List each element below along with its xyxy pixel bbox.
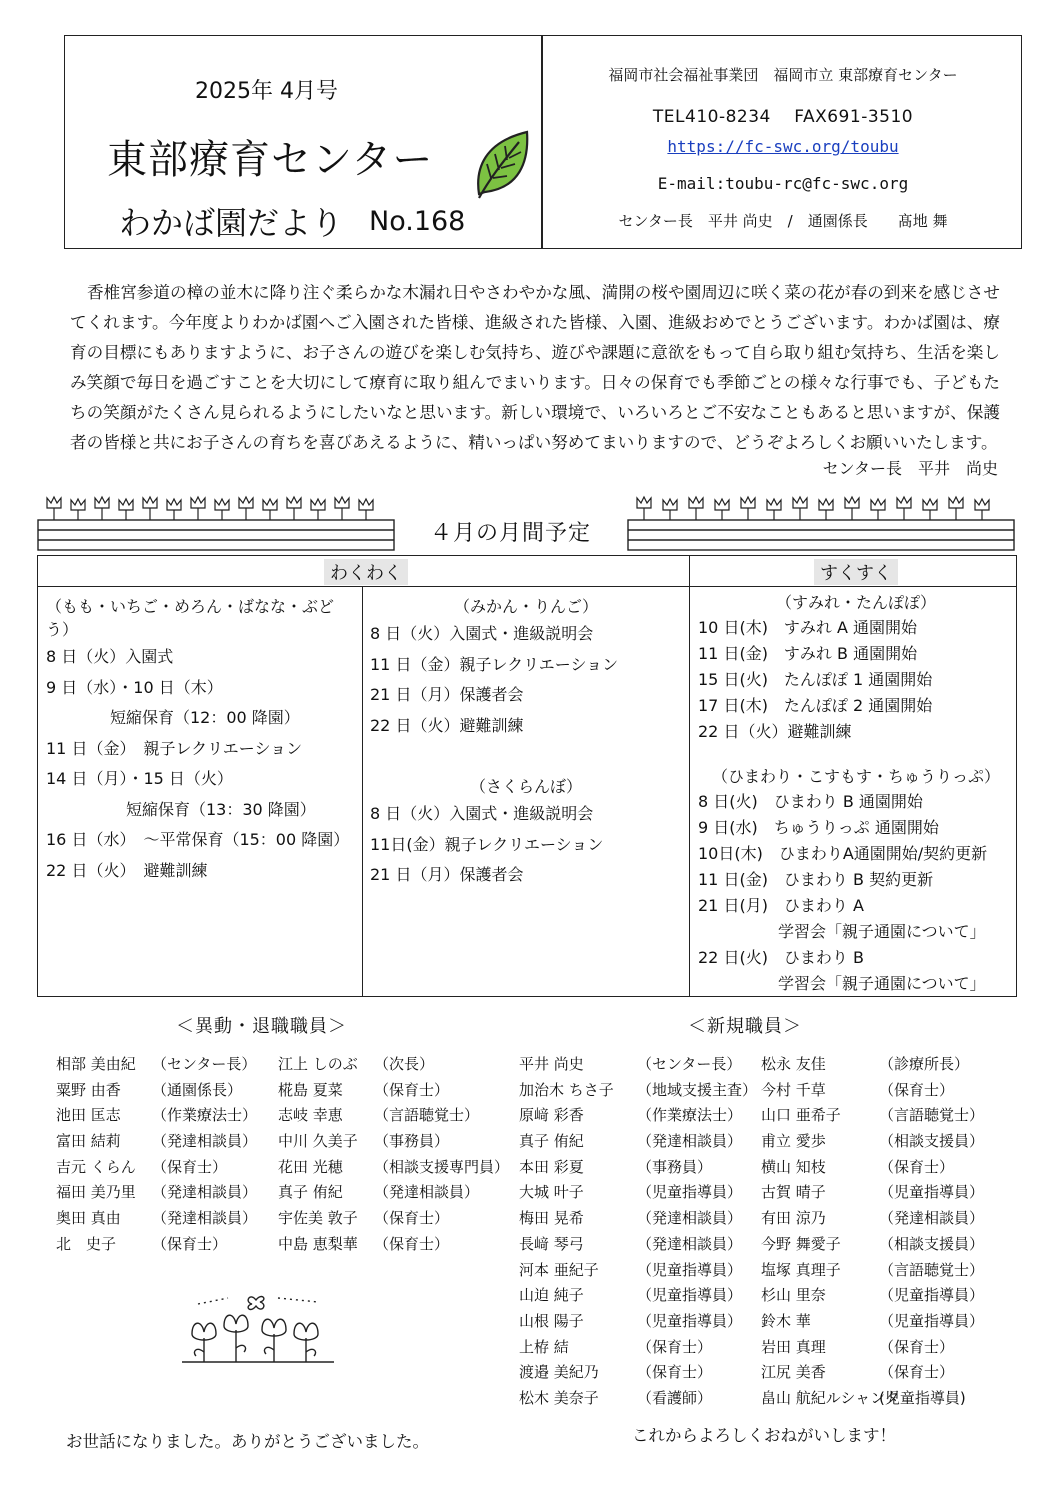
staff-row [519, 1078, 757, 1104]
staff-name: 上栫 結 [519, 1337, 569, 1356]
staff-name: 吉元 くらん [56, 1157, 136, 1176]
staff-row [278, 1180, 509, 1206]
schedule-item: 11 日(金) ひまわり B 契約更新 [698, 870, 934, 889]
staff-role: （保育士） [374, 1234, 450, 1253]
staff-row [761, 1103, 984, 1129]
staff-role: （発達相談員） [879, 1209, 985, 1228]
staff-leaving-heading: ＜異動・退職職員＞ [176, 1016, 347, 1037]
staff-role: （言語聴覚士） [879, 1106, 985, 1125]
schedule-item: 22 日（火） 避難訓練 [46, 860, 208, 880]
staff-name: 福田 美乃里 [56, 1183, 136, 1202]
issue-number: No.168 [369, 206, 466, 237]
staff-leaving-col-2 [278, 1052, 509, 1258]
staff-role: （事務員） [637, 1157, 713, 1176]
staff-row [519, 1155, 757, 1181]
staff-row [761, 1232, 984, 1258]
schedule-item: 15 日(火) たんぽぽ 1 通園開始 [698, 670, 933, 689]
staff-name: 富田 結莉 [56, 1132, 121, 1151]
staff-name: 梅田 晃希 [519, 1209, 584, 1228]
newsletter-title: 東部療育センター [107, 137, 434, 183]
staff-row [519, 1129, 757, 1155]
newsletter-subtitle: わかば園だより [119, 204, 344, 242]
wakuwaku-group-b [370, 594, 682, 741]
schedule-item: 11 日（金）親子レクリエーション [370, 654, 619, 674]
staff-role: （保育士） [637, 1363, 713, 1382]
staff-role: （保育士） [152, 1157, 228, 1176]
staff-row [519, 1103, 757, 1129]
staff-name: 相部 美由紀 [56, 1055, 136, 1073]
organization-name: 福岡市社会福祉事業団 福岡市立 東部療育センター [608, 66, 958, 84]
staff-role: （発達相談員） [637, 1234, 743, 1253]
schedule-item: 17 日(木) たんぽぽ 2 通園開始 [698, 696, 933, 715]
staff-name: 畠山 航紀ルシャンタ [761, 1388, 900, 1407]
schedule-item: 短縮保育（12：00 降園） [46, 708, 300, 727]
schedule-item: 8 日(火) ひまわり B 通園開始 [698, 792, 923, 811]
tulip-fence-icon [36, 490, 396, 552]
staff-role: （児童指導員） [637, 1286, 743, 1305]
staff-role: （児童指導員） [637, 1311, 743, 1330]
staff-name: 松永 友佳 [761, 1055, 826, 1073]
staff-role: （次長） [374, 1055, 435, 1073]
staff-row [761, 1052, 984, 1078]
staff-row [519, 1052, 757, 1078]
staff-role: （センター長） [637, 1055, 742, 1073]
sukusuku-group-a [698, 590, 1014, 745]
staff-row [519, 1180, 757, 1206]
staff-row [56, 1155, 257, 1181]
staff-role: （発達相談員） [637, 1132, 743, 1151]
staff-row [761, 1258, 984, 1284]
staff-row [278, 1078, 509, 1104]
staff-role: （相談支援専門員） [374, 1157, 510, 1176]
schedule-item: 8 日（火）入園式・進級説明会 [370, 624, 594, 643]
staff-name: 北 史子 [56, 1234, 117, 1253]
staff-name: 今野 舞愛子 [761, 1234, 841, 1253]
monthly-schedule-title: ４月の月間予定 [430, 521, 592, 546]
staff-name: 志岐 幸恵 [278, 1106, 343, 1125]
group-title: （みかん・りんご） [453, 597, 598, 616]
schedule-item: 21 日（月）保護者会 [370, 685, 524, 704]
staff-role: （児童指導員） [879, 1286, 985, 1305]
staff-row [761, 1129, 984, 1155]
staff-role: （事務員） [374, 1132, 450, 1151]
staff-row [761, 1180, 984, 1206]
schedule-table [37, 555, 1017, 997]
staff-role: （児童指導員） [879, 1311, 985, 1330]
header-divider-line [38, 586, 1016, 587]
staff-role: （言語聴覚士） [374, 1106, 480, 1125]
schedule-item: 22 日(火) ひまわり B [698, 948, 864, 967]
email-address: E-mail:toubu-rc@fc-swc.org [657, 174, 909, 193]
staff-role: （保育士） [152, 1234, 228, 1253]
staff-role: （児童指導員） [879, 1183, 985, 1202]
staff-name: 岩田 真理 [761, 1337, 826, 1356]
schedule-item: 11日(金）親子レクリエーション [370, 834, 604, 854]
staff-name: 花田 光穂 [278, 1157, 343, 1176]
phone-fax: TEL410-8234 FAX691-3510 [652, 107, 914, 127]
staff-name: 横山 知枝 [761, 1157, 826, 1176]
staff-row [519, 1386, 757, 1412]
staff-name: 中島 恵梨華 [278, 1234, 358, 1253]
staff-row [278, 1129, 509, 1155]
staff-role: （発達相談員） [152, 1209, 258, 1228]
wakuwaku-group-a [46, 594, 358, 886]
staff-role: （地域支援主査） [637, 1080, 758, 1099]
schedule-item: 14 日（月）・15 日（火） [46, 769, 233, 788]
schedule-item: 10日(木) ひまわりA通園開始/契約更新 [698, 844, 988, 863]
staff-row [56, 1232, 257, 1258]
sukusuku-group-b [698, 764, 1014, 997]
staff-name: 鈴木 華 [761, 1311, 811, 1330]
staff-row [519, 1335, 757, 1361]
staff-name: 江尻 美香 [761, 1363, 826, 1382]
staff-row [519, 1360, 757, 1386]
staff-name: 江上 しのぶ [278, 1055, 358, 1073]
staff-role: （通園係長） [152, 1080, 243, 1099]
staff-row [761, 1335, 984, 1361]
staff-role: （看護師） [637, 1388, 713, 1407]
staff-role: （保育士） [374, 1209, 450, 1228]
staff-role: （相談支援員） [879, 1132, 985, 1151]
group-title: （ひまわり・こすもす・ちゅうりっぷ） [711, 767, 1000, 786]
staff-name: 杉山 里奈 [761, 1286, 826, 1305]
schedule-item: 学習会「親子通園について」 [698, 974, 986, 993]
staff-row [519, 1232, 757, 1258]
farewell-message: お世話になりました。ありがとうございました。 [66, 1432, 429, 1451]
schedule-item: 21 日(月) ひまわり A [698, 896, 864, 915]
staff-row [278, 1103, 509, 1129]
staff-role: （保育士） [879, 1337, 955, 1356]
staff-row [56, 1103, 257, 1129]
schedule-item: 11 日（金） 親子レクリエーション [46, 738, 303, 758]
staff-name: 有田 涼乃 [761, 1209, 826, 1228]
schedule-item: 9 日（水）・10 日（木） [46, 677, 223, 697]
staff-role: （センター長） [152, 1055, 257, 1073]
staff-row [761, 1206, 984, 1232]
staff-role: （保育士） [879, 1157, 955, 1176]
staff-row [278, 1155, 509, 1181]
staff-name: 山迫 純子 [519, 1286, 584, 1305]
staff-leaving-col-1 [56, 1052, 257, 1258]
group-title: （さくらんぼ） [469, 777, 582, 796]
staff-name: 平井 尚史 [519, 1055, 584, 1073]
schedule-item: 10 日(木) すみれ A 通園開始 [698, 618, 918, 637]
staff-name: 渡邉 美紀乃 [519, 1363, 599, 1382]
schedule-item: 短縮保育（13：30 降園） [46, 799, 316, 819]
staff-role: （児童指導員） [637, 1260, 743, 1279]
group-title: （すみれ・たんぽぽ） [775, 593, 936, 612]
staff-name: 今村 千草 [761, 1080, 826, 1099]
staff-name: 大城 叶子 [519, 1183, 584, 1202]
staff-name: 山口 亜希子 [761, 1106, 841, 1125]
staff-row [278, 1232, 509, 1258]
schedule-item: 16 日（水） ～平常保育（15：00 降園） [46, 830, 350, 849]
group-title: （もも・いちご・めろん・ばなな・ぶどう） [46, 597, 335, 639]
staff-role: （保育士） [374, 1080, 450, 1099]
staff-new-col-1 [519, 1052, 757, 1412]
staff-name: 宇佐美 敦子 [278, 1209, 358, 1228]
staff-role: （発達相談員） [637, 1209, 743, 1228]
staff-name: 真子 侑紀 [278, 1183, 343, 1202]
staff-name: 山根 陽子 [519, 1311, 584, 1330]
staff-new-heading: ＜新規職員＞ [688, 1016, 802, 1037]
staff-row [761, 1283, 984, 1309]
staff-row [519, 1309, 757, 1335]
header-staff: センター長 平井 尚史 / 通園係長 髙地 舞 [618, 212, 948, 230]
staff-row [56, 1078, 257, 1104]
staff-row [519, 1206, 757, 1232]
schedule-item: 22 日（火）避難訓練 [698, 722, 852, 741]
staff-row [519, 1258, 757, 1284]
schedule-item: 8 日（火）入園式 [46, 647, 174, 666]
issue-date: 2025年 4月号 [195, 79, 338, 104]
leaf-icon [471, 128, 533, 202]
staff-name: 池田 匡志 [56, 1106, 121, 1125]
staff-name: 加治木 ちさ子 [519, 1080, 614, 1099]
staff-name: 本田 彩夏 [519, 1157, 584, 1176]
greeting-signature: センター長 平井 尚史 [822, 459, 998, 478]
staff-row [56, 1206, 257, 1232]
staff-role: （発達相談員） [152, 1183, 258, 1202]
schedule-item: 22 日（火）避難訓練 [370, 715, 524, 735]
staff-row [519, 1283, 757, 1309]
staff-name: 椛島 夏菜 [278, 1080, 343, 1099]
staff-name: 真子 侑紀 [519, 1132, 584, 1151]
staff-role: （発達相談員） [152, 1132, 258, 1151]
wakuwaku-header: わくわく [324, 559, 408, 585]
section-divider [689, 556, 690, 996]
staff-role: （発達相談員） [374, 1183, 480, 1202]
tulip-fence-icon-right [626, 490, 1016, 552]
staff-role: （児童指導員） [637, 1183, 743, 1202]
wakuwaku-group-c [370, 774, 682, 891]
staff-role: （診療所長） [879, 1055, 970, 1073]
staff-role: （保育士） [879, 1080, 955, 1099]
schedule-item: 8 日（火）入園式・進級説明会 [370, 804, 594, 823]
staff-name: 古賀 晴子 [761, 1183, 826, 1202]
staff-row [278, 1052, 509, 1078]
staff-name: 中川 久美子 [278, 1132, 358, 1151]
staff-name: 長﨑 琴弓 [519, 1234, 584, 1253]
staff-name: 甫立 愛歩 [761, 1132, 826, 1151]
staff-role: (児童指導員) [879, 1388, 966, 1407]
staff-new-col-2 [761, 1052, 984, 1412]
staff-name: 塩塚 真理子 [761, 1260, 841, 1279]
group-divider [362, 586, 363, 997]
staff-role: （作業療法士） [637, 1106, 743, 1125]
staff-role: （保育士） [879, 1363, 955, 1382]
schedule-item: 学習会「親子通園について」 [698, 922, 986, 941]
staff-row [56, 1129, 257, 1155]
staff-role: （相談支援員） [879, 1234, 985, 1253]
sukusuku-header: すくすく [814, 559, 898, 585]
website-link[interactable]: https://fc-swc.org/toubu [667, 137, 899, 156]
schedule-item: 11 日(金) すみれ B 通園開始 [698, 644, 918, 663]
staff-name: 河本 亜紀子 [519, 1260, 599, 1279]
staff-row [761, 1360, 984, 1386]
staff-row [56, 1180, 257, 1206]
staff-name: 原﨑 彩香 [519, 1106, 584, 1125]
staff-name: 松木 美奈子 [519, 1388, 599, 1407]
greeting-paragraph: 香椎宮参道の樟の並木に降り注ぐ柔らかな木漏れ日やさわやかな風、満開の桜や園周辺に咲く菜の花が春の到来を感じさせてくれます。今年度よりわかば園へご入園された皆様、進級された皆様、入園、進級おめでとうございます。わかば園は、療育の目標にもありますように、お子さんの遊びを楽しむ気持ち、遊びや課題に意欲をもって自ら取り組む気持ち、生活を楽しみ笑顔で毎日を過ごすことを大切にして療育に取り組んでまいります。日々の保育でも季節ごとの様々な行事でも、子どもたちの笑顔がたくさん見られるようにしたいなと思います。新しい環境で、いろいろとご不安なこともあると思いますが、保護者の皆様と共にお子さんの育ちを喜びあえるように、精いっぱい努めてまいりますので、どうぞよろしくお願いいたします。 [70, 283, 1000, 452]
staff-row [761, 1386, 984, 1412]
staff-name: 粟野 由香 [56, 1080, 121, 1099]
newsletter-header [64, 35, 1022, 249]
welcome-message: これからよろしくおねがいします！ [632, 1426, 896, 1445]
schedule-item: 21 日（月）保護者会 [370, 865, 524, 884]
flowers-butterfly-icon [178, 1290, 338, 1366]
staff-row [56, 1052, 257, 1078]
staff-name: 奥田 真由 [56, 1209, 121, 1228]
schedule-item: 9 日(水) ちゅうりっぷ 通園開始 [698, 818, 939, 837]
staff-row [761, 1078, 984, 1104]
staff-row [761, 1309, 984, 1335]
staff-row [761, 1155, 984, 1181]
staff-role: （作業療法士） [152, 1106, 258, 1125]
staff-row [278, 1206, 509, 1232]
staff-role: （保育士） [637, 1337, 713, 1356]
staff-role: （言語聴覚士） [879, 1260, 985, 1279]
